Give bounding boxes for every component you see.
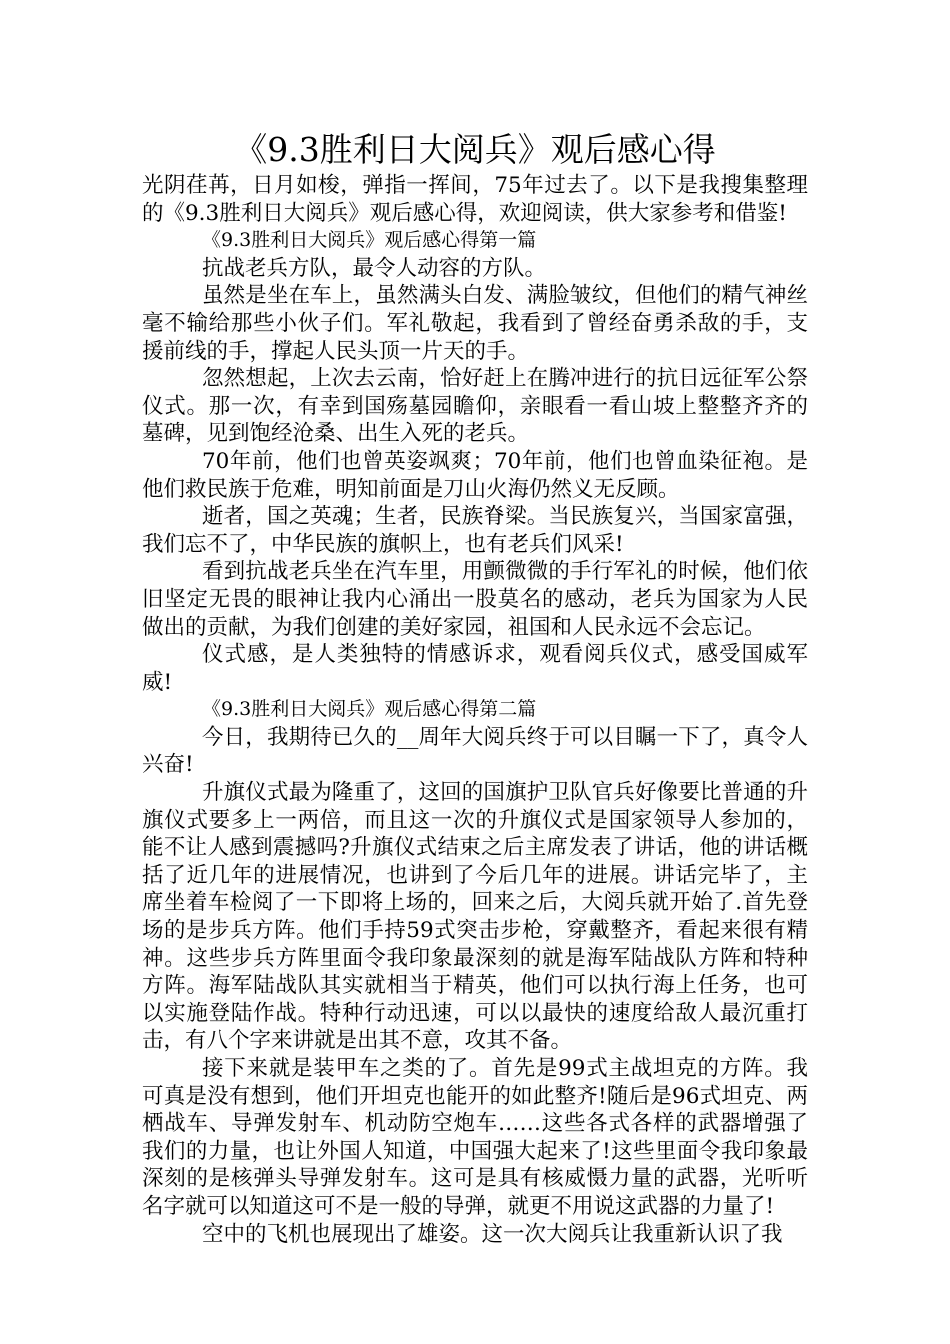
- document-page: [142, 128, 808, 1248]
- intro-paragraph: 光阴荏苒，日月如梭，弹指一挥间，75年过去了。以下是我搜集整理的《9.3胜利日大阅兵》观后感心得，欢迎阅读，供大家参考和借鉴!: [142, 173, 808, 226]
- paragraph: 今日，我期待已久的__周年大阅兵终于可以目瞩一下了，真令人兴奋!: [142, 724, 808, 778]
- paragraph: 接下来就是装甲车之类的了。首先是99式主战坦克的方阵。我可真是没有想到，他们开坦克也能开的如此整齐!随后是96式坦克、两栖战车、导弹发射车、机动防空炮车……这些各式各样的武器增强了我们的力量，也让外国人知道，中国强大起来了!这些里面令我印象最深刻的是核弹头导弹发射车。这可是具有核威慑力量的武器，光听听名字就可以知道这可不是一般的导弹，就更不用说这武器的力量了!: [142, 1056, 808, 1219]
- paragraph: 空中的飞机也展现出了雄姿。这一次大阅兵让我重新认识了我: [202, 1221, 783, 1247]
- document-title: 《9.3胜利日大阅兵》观后感心得: [234, 130, 716, 169]
- paragraph: 虽然是坐在车上，虽然满头白发、满脸皱纹，但他们的精气神丝毫不输给那些小伙子们。军礼敬起，我看到了曾经奋勇杀敌的手，支援前线的手，撑起人民头顶一片天的手。: [142, 283, 808, 364]
- paragraph: 逝者，国之英魂；生者，民族脊梁。当民族复兴，当国家富强，我们忘不了，中华民族的旗帜上，也有老兵们风采!: [142, 504, 808, 557]
- section-heading-1: 《9.3胜利日大阅兵》观后感心得第一篇: [202, 229, 537, 252]
- paragraph: 忽然想起，上次去云南，恰好赶上在腾冲进行的抗日远征军公祭仪式。那一次，有幸到国殇墓园瞻仰，亲眼看一看山坡上整整齐齐的墓碑，见到饱经沧桑、出生入死的老兵。: [142, 366, 808, 447]
- paragraph: 看到抗战老兵坐在汽车里，用颤微微的手行军礼的时候，他们依旧坚定无畏的眼神让我内心涌出一股莫名的感动，老兵为国家为人民做出的贡献，为我们创建的美好家园，祖国和人民永远不会忘记。: [142, 559, 808, 640]
- paragraph: 抗战老兵方队，最令人动容的方队。: [202, 255, 547, 281]
- paragraph: 升旗仪式最为隆重了，这回的国旗护卫队官兵好像要比普通的升旗仪式要多上一两倍，而且这一次的升旗仪式是国家领导人参加的，能不让人感到震撼吗?升旗仪式结束之后主席发表了讲话，他的讲话概括了近几年的进展情况，也讲到了今后几年的进展。讲话完毕了，主席坐着车检阅了一下即将上场的，回来之后，大阅兵就开始了.首先登场的是步兵方阵。他们手持59式突击步枪，穿戴整齐，看起来很有精神。这些步兵方阵里面令我印象最深刻的就是海军陆战队方阵和特种方阵。海军陆战队其实就相当于精英，他们可以执行海上任务，也可以实施登陆作战。特种行动迅速，可以以最快的速度给敌人最沉重打击，有八个字来讲就是出其不意，攻其不备。: [142, 780, 808, 1054]
- paragraph: 70年前，他们也曾英姿飒爽；70年前，他们也曾血染征袍。是他们救民族于危难，明知前面是刀山火海仍然义无反顾。: [142, 448, 808, 502]
- paragraph: 仪式感，是人类独特的情感诉求，观看阅兵仪式，感受国威军威!: [142, 642, 808, 695]
- section-heading-2: 《9.3胜利日大阅兵》观后感心得第二篇: [202, 698, 537, 721]
